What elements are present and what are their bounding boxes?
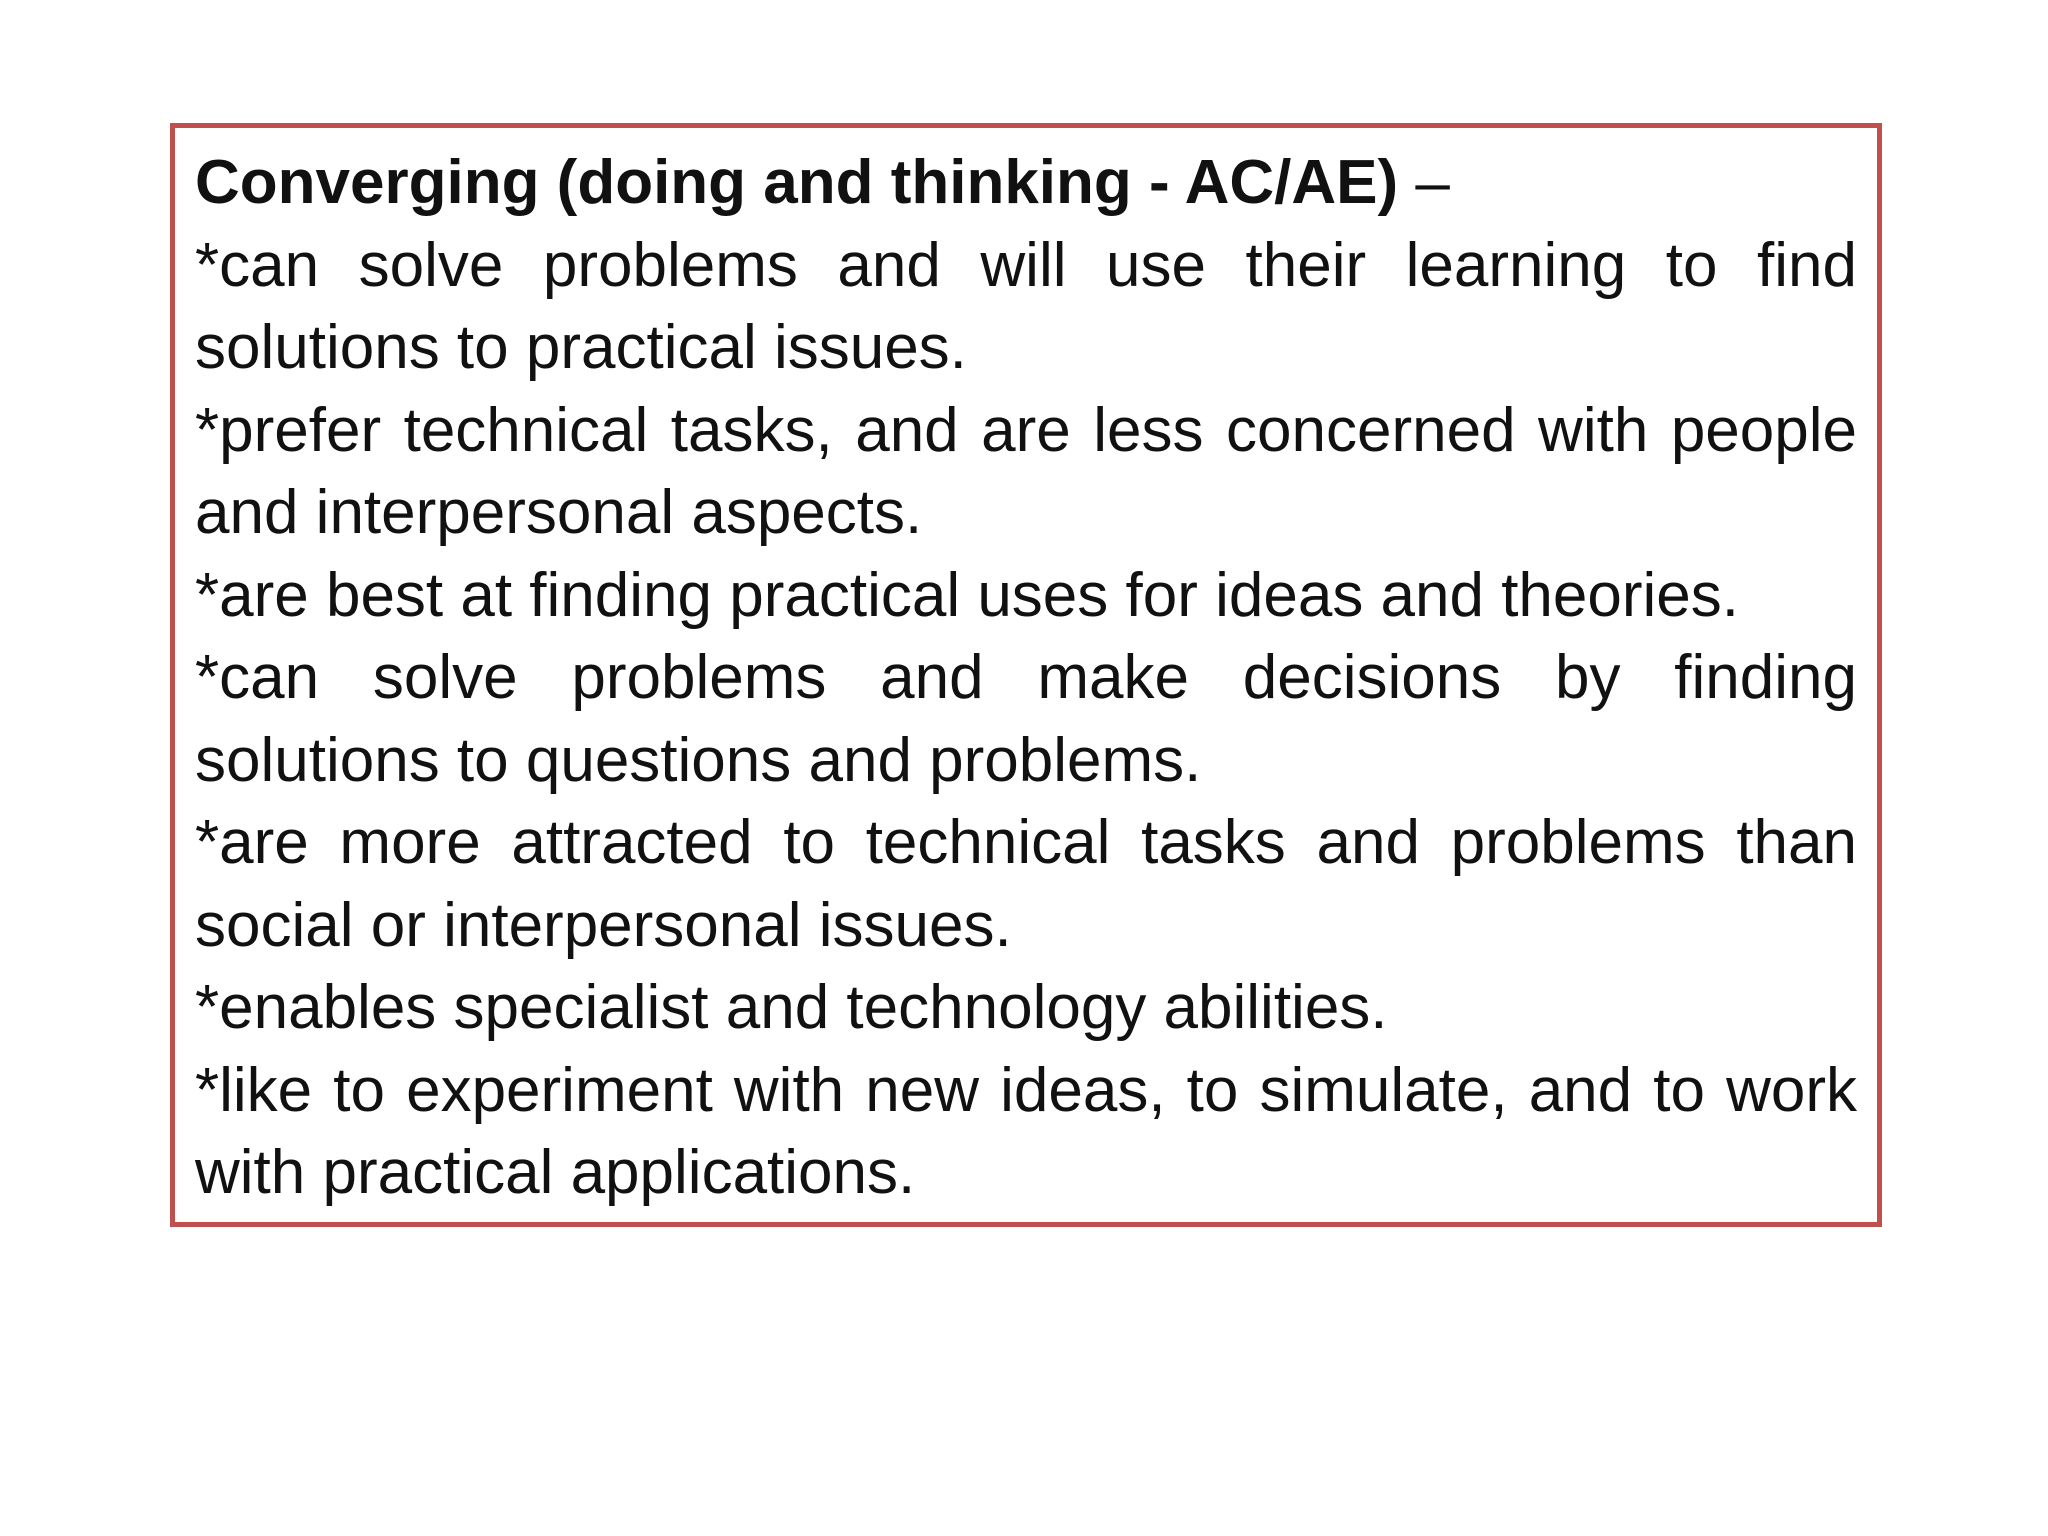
bullet-item: *prefer technical tasks, and are less concerned with people and interpersonal aspects. — [195, 395, 1857, 547]
bullet-item: *enables specialist and technology abilities. — [195, 973, 1388, 1042]
bullet-item: *can solve problems and will use their learning to find solutions to practical issues. — [195, 230, 1857, 382]
heading — [195, 142, 1857, 225]
heading-title: Converging (doing and thinking - AC/AE) — [195, 148, 1399, 217]
bullet-item: *are more attracted to technical tasks and problems than social or interpersonal issues. — [195, 808, 1857, 960]
bullet-item: *like to experiment with new ideas, to simulate, and to work with practical applications. — [195, 1055, 1857, 1207]
bullet-item: *can solve problems and make decisions by finding solutions to questions and problems. — [195, 643, 1857, 795]
heading-dash: – — [1398, 148, 1450, 217]
content-text-box — [170, 123, 1882, 1227]
bullet-item: *are best at finding practical uses for ideas and theories. — [195, 560, 1740, 630]
